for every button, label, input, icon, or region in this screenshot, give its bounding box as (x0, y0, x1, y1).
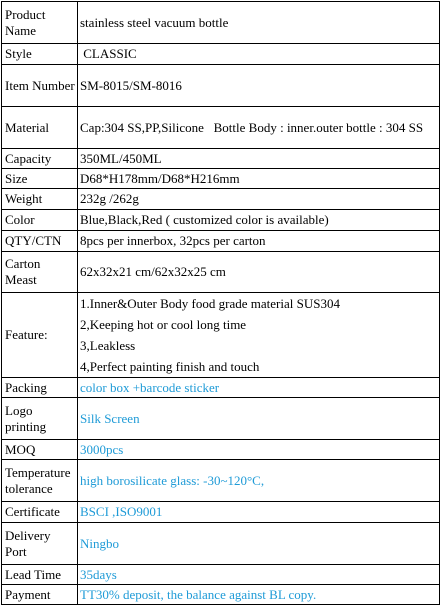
value-logo-printing: Silk Screen (78, 398, 440, 440)
row-logo-printing (2, 398, 440, 440)
label-capacity: Capacity (2, 149, 78, 169)
value-capacity: 350ML/450ML (78, 149, 440, 169)
row-moq (2, 440, 440, 460)
value-temperature-tolerance: high borosilicate glass: -30~120°C, (78, 460, 440, 502)
label-carton-meast: Carton Meast (2, 252, 78, 293)
row-material (2, 107, 440, 149)
feature-line: 4,Perfect painting finish and touch (80, 359, 260, 374)
row-qty-ctn (2, 231, 440, 252)
row-lead-time (2, 565, 440, 585)
row-item-number (2, 65, 440, 107)
value-carton-meast: 62x32x21 cm/62x32x25 cm (78, 252, 440, 293)
label-packing: Packing (2, 378, 78, 398)
row-color (2, 210, 440, 231)
feature-line: 1.Inner&Outer Body food grade material SUS304 (80, 296, 340, 311)
value-feature (78, 293, 440, 378)
value-size: D68*H178mm/D68*H216mm (78, 169, 440, 189)
value-weight: 232g /262g (78, 189, 440, 210)
label-delivery-port: Delivery Port (2, 523, 78, 565)
value-product-name: stainless steel vacuum bottle (78, 2, 440, 44)
label-logo-printing: Logo printing (2, 398, 78, 440)
value-moq: 3000pcs (78, 440, 440, 460)
label-item-number: Item Number (2, 65, 78, 107)
product-spec-table (1, 1, 440, 605)
label-temperature-tolerance: Temperature tolerance (2, 460, 78, 502)
label-moq: MOQ (2, 440, 78, 460)
value-qty-ctn: 8pcs per innerbox, 32pcs per carton (78, 231, 440, 252)
value-style: CLASSIC (78, 44, 440, 65)
label-qty-ctn: QTY/CTN (2, 231, 78, 252)
value-certificate: BSCI ,ISO9001 (78, 502, 440, 523)
value-payment: TT30% deposit, the balance against BL copy. (78, 585, 440, 605)
label-feature: Feature: (2, 293, 78, 378)
row-packing (2, 378, 440, 398)
row-size (2, 169, 440, 189)
label-lead-time: Lead Time (2, 565, 78, 585)
label-color: Color (2, 210, 78, 231)
label-payment: Payment (2, 585, 78, 605)
label-product-name: Product Name (2, 2, 78, 44)
value-lead-time: 35days (78, 565, 440, 585)
value-item-number: SM-8015/SM-8016 (78, 65, 440, 107)
row-weight (2, 189, 440, 210)
label-material: Material (2, 107, 78, 149)
row-style (2, 44, 440, 65)
row-product-name (2, 2, 440, 44)
feature-line: 3,Leakless (80, 338, 136, 353)
label-size: Size (2, 169, 78, 189)
row-temperature-tolerance (2, 460, 440, 502)
feature-line: 2,Keeping hot or cool long time (80, 317, 247, 332)
label-style: Style (2, 44, 78, 65)
row-carton-meast (2, 252, 440, 293)
row-payment (2, 585, 440, 605)
label-weight: Weight (2, 189, 78, 210)
value-material: Cap:304 SS,PP,Silicone Bottle Body : inner.outer bottle : 304 SS (78, 107, 440, 149)
row-certificate (2, 502, 440, 523)
row-delivery-port (2, 523, 440, 565)
value-color: Blue,Black,Red ( customized color is available) (78, 210, 440, 231)
value-delivery-port: Ningbo (78, 523, 440, 565)
row-capacity (2, 149, 440, 169)
row-feature (2, 293, 440, 378)
label-certificate: Certificate (2, 502, 78, 523)
value-packing: color box +barcode sticker (78, 378, 440, 398)
